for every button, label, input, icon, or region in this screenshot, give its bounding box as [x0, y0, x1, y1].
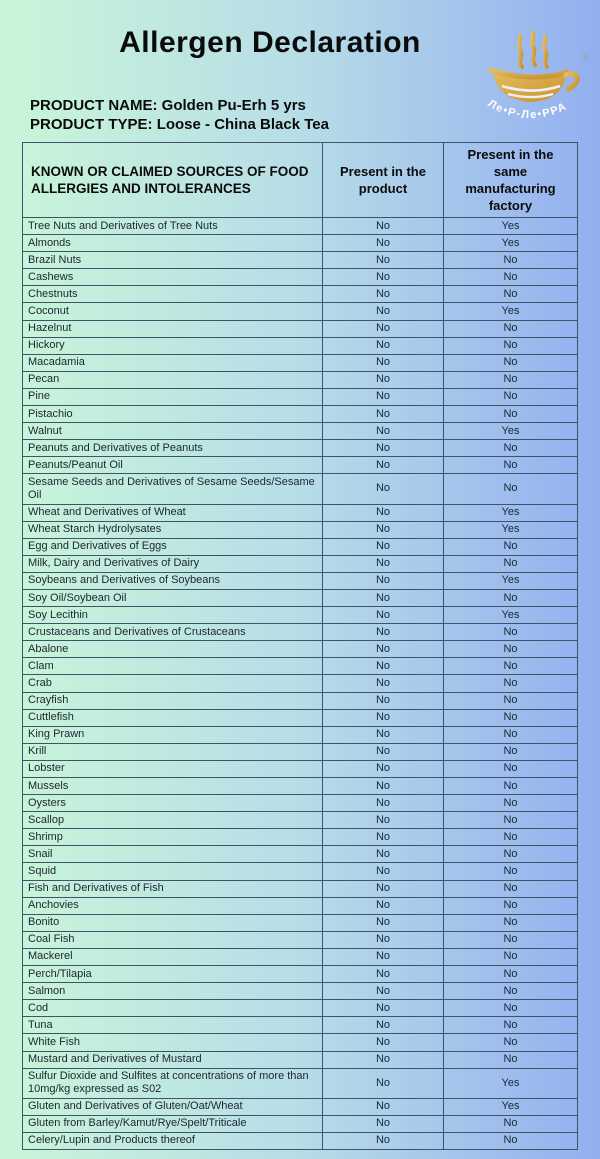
present-in-product-cell: No: [323, 538, 444, 555]
present-in-factory-cell: No: [444, 457, 578, 474]
present-in-product-cell: No: [323, 388, 444, 405]
present-in-factory-cell: No: [444, 354, 578, 371]
present-in-factory-cell: No: [444, 1000, 578, 1017]
present-in-factory-cell: No: [444, 641, 578, 658]
allergen-name-cell: Tree Nuts and Derivatives of Tree Nuts: [23, 218, 323, 235]
present-in-product-cell: No: [323, 966, 444, 983]
present-in-product-cell: No: [323, 423, 444, 440]
table-row: [23, 538, 578, 555]
present-in-factory-cell: Yes: [444, 607, 578, 624]
present-in-product-cell: No: [323, 337, 444, 354]
table-row: [23, 641, 578, 658]
table-row: [23, 252, 578, 269]
allergen-name-cell: Walnut: [23, 423, 323, 440]
table-row: [23, 1017, 578, 1034]
present-in-factory-cell: Yes: [444, 303, 578, 320]
present-in-factory-cell: No: [444, 966, 578, 983]
present-in-product-cell: No: [323, 914, 444, 931]
table-row: [23, 880, 578, 897]
present-in-factory-cell: Yes: [444, 1068, 578, 1098]
present-in-product-cell: No: [323, 371, 444, 388]
allergen-name-cell: Milk, Dairy and Derivatives of Dairy: [23, 555, 323, 572]
table-row: [23, 555, 578, 572]
product-name-value: Golden Pu-Erh 5 yrs: [161, 97, 306, 114]
product-name-label: PRODUCT NAME:: [30, 97, 158, 114]
present-in-factory-cell: No: [444, 658, 578, 675]
table-row: [23, 829, 578, 846]
table-row: [23, 914, 578, 931]
allergen-name-cell: Hazelnut: [23, 320, 323, 337]
allergen-name-cell: Celery/Lupin and Products thereof: [23, 1132, 323, 1149]
present-in-factory-cell: No: [444, 474, 578, 504]
allergen-name-cell: Gluten and Derivatives of Gluten/Oat/Wheat: [23, 1098, 323, 1115]
table-row: [23, 406, 578, 423]
present-in-factory-cell: Yes: [444, 235, 578, 252]
present-in-product-cell: No: [323, 709, 444, 726]
present-in-factory-cell: Yes: [444, 423, 578, 440]
registered-mark-icon: ®: [581, 52, 591, 64]
present-in-product-cell: No: [323, 624, 444, 641]
present-in-product-cell: No: [323, 235, 444, 252]
present-in-product-cell: No: [323, 692, 444, 709]
present-in-factory-cell: No: [444, 406, 578, 423]
present-in-factory-cell: No: [444, 320, 578, 337]
allergen-name-cell: Tuna: [23, 1017, 323, 1034]
allergen-name-cell: Shrimp: [23, 829, 323, 846]
present-in-product-cell: No: [323, 846, 444, 863]
allergen-name-cell: Mussels: [23, 778, 323, 795]
allergen-name-cell: Sesame Seeds and Derivatives of Sesame Seeds/Sesame Oil: [23, 474, 323, 504]
present-in-factory-cell: No: [444, 692, 578, 709]
allergen-name-cell: Salmon: [23, 983, 323, 1000]
tea-cup-logo-icon: [476, 31, 598, 131]
present-in-factory-cell: No: [444, 1017, 578, 1034]
table-row: [23, 1034, 578, 1051]
present-in-product-cell: No: [323, 1132, 444, 1149]
present-in-factory-cell: No: [444, 743, 578, 760]
allergen-name-cell: Pecan: [23, 371, 323, 388]
present-in-product-cell: No: [323, 863, 444, 880]
present-in-product-cell: No: [323, 1017, 444, 1034]
allergen-name-cell: Crab: [23, 675, 323, 692]
present-in-product-cell: No: [323, 641, 444, 658]
table-row: [23, 1051, 578, 1068]
allergen-name-cell: Gluten from Barley/Kamut/Rye/Spelt/Triticale: [23, 1115, 323, 1132]
table-row: [23, 457, 578, 474]
product-type-label: PRODUCT TYPE:: [30, 116, 153, 133]
present-in-factory-cell: Yes: [444, 504, 578, 521]
present-in-factory-cell: No: [444, 778, 578, 795]
present-in-product-cell: No: [323, 778, 444, 795]
allergen-name-cell: Snail: [23, 846, 323, 863]
table-row: [23, 948, 578, 965]
table-row: [23, 371, 578, 388]
allergen-name-cell: Peanuts/Peanut Oil: [23, 457, 323, 474]
table-row: [23, 1068, 578, 1098]
present-in-factory-cell: No: [444, 538, 578, 555]
present-in-product-cell: No: [323, 607, 444, 624]
page-title: Allergen Declaration: [119, 26, 421, 59]
table-row: [23, 709, 578, 726]
present-in-product-cell: No: [323, 880, 444, 897]
brand-logo: [476, 31, 598, 131]
present-in-factory-cell: No: [444, 897, 578, 914]
table-row: [23, 658, 578, 675]
allergen-name-cell: Cuttlefish: [23, 709, 323, 726]
header-allergen-sources: KNOWN OR CLAIMED SOURCES OF FOOD ALLERGIES AND INTOLERANCES: [23, 143, 323, 218]
table-row: [23, 269, 578, 286]
present-in-factory-cell: No: [444, 760, 578, 777]
present-in-factory-cell: No: [444, 1051, 578, 1068]
allergen-table: [22, 142, 578, 1150]
allergen-name-cell: Perch/Tilapia: [23, 966, 323, 983]
header-present-in-product: Present in the product: [323, 143, 444, 218]
present-in-factory-cell: No: [444, 589, 578, 606]
present-in-factory-cell: No: [444, 829, 578, 846]
present-in-product-cell: No: [323, 829, 444, 846]
allergen-name-cell: Hickory: [23, 337, 323, 354]
present-in-product-cell: No: [323, 658, 444, 675]
brand-text: Ле•Р-Ле•РРА: [485, 97, 570, 122]
table-row: [23, 423, 578, 440]
present-in-factory-cell: No: [444, 286, 578, 303]
present-in-product-cell: No: [323, 931, 444, 948]
present-in-product-cell: No: [323, 252, 444, 269]
allergen-name-cell: Soy Lecithin: [23, 607, 323, 624]
allergen-name-cell: Lobster: [23, 760, 323, 777]
table-row: [23, 931, 578, 948]
present-in-factory-cell: No: [444, 846, 578, 863]
present-in-factory-cell: No: [444, 709, 578, 726]
table-row: [23, 863, 578, 880]
present-in-product-cell: No: [323, 572, 444, 589]
present-in-product-cell: No: [323, 269, 444, 286]
table-row: [23, 337, 578, 354]
present-in-factory-cell: No: [444, 983, 578, 1000]
table-row: [23, 1132, 578, 1149]
present-in-product-cell: No: [323, 743, 444, 760]
table-row: [23, 440, 578, 457]
present-in-factory-cell: No: [444, 880, 578, 897]
table-row: [23, 218, 578, 235]
allergen-name-cell: Almonds: [23, 235, 323, 252]
present-in-factory-cell: No: [444, 812, 578, 829]
allergen-name-cell: Soybeans and Derivatives of Soybeans: [23, 572, 323, 589]
table-row: [23, 589, 578, 606]
header-present-in-factory: Present in the same manufacturing factory: [444, 143, 578, 218]
table-row: [23, 235, 578, 252]
table-header-row: [23, 143, 578, 218]
present-in-product-cell: No: [323, 354, 444, 371]
allergen-name-cell: Crayfish: [23, 692, 323, 709]
table-row: [23, 504, 578, 521]
present-in-factory-cell: Yes: [444, 572, 578, 589]
allergen-name-cell: Cod: [23, 1000, 323, 1017]
allergen-name-cell: Mustard and Derivatives of Mustard: [23, 1051, 323, 1068]
table-row: [23, 897, 578, 914]
present-in-factory-cell: No: [444, 931, 578, 948]
present-in-factory-cell: No: [444, 555, 578, 572]
table-row: [23, 474, 578, 504]
table-row: [23, 286, 578, 303]
present-in-product-cell: No: [323, 897, 444, 914]
present-in-product-cell: No: [323, 675, 444, 692]
present-in-product-cell: No: [323, 521, 444, 538]
table-row: [23, 778, 578, 795]
present-in-product-cell: No: [323, 320, 444, 337]
cup-icon: [491, 70, 577, 102]
present-in-product-cell: No: [323, 948, 444, 965]
present-in-product-cell: No: [323, 218, 444, 235]
table-row: [23, 795, 578, 812]
allergen-name-cell: Egg and Derivatives of Eggs: [23, 538, 323, 555]
present-in-factory-cell: No: [444, 252, 578, 269]
allergen-name-cell: Macadamia: [23, 354, 323, 371]
allergen-name-cell: Cashews: [23, 269, 323, 286]
allergen-name-cell: Peanuts and Derivatives of Peanuts: [23, 440, 323, 457]
table-row: [23, 675, 578, 692]
present-in-product-cell: No: [323, 1034, 444, 1051]
present-in-product-cell: No: [323, 983, 444, 1000]
allergen-name-cell: Pistachio: [23, 406, 323, 423]
table-row: [23, 388, 578, 405]
allergen-name-cell: Scallop: [23, 812, 323, 829]
present-in-product-cell: No: [323, 812, 444, 829]
table-row: [23, 521, 578, 538]
table-row: [23, 966, 578, 983]
product-type-value: Loose - China Black Tea: [156, 116, 329, 133]
table-row: [23, 354, 578, 371]
present-in-product-cell: No: [323, 303, 444, 320]
allergen-name-cell: Soy Oil/Soybean Oil: [23, 589, 323, 606]
allergen-name-cell: Bonito: [23, 914, 323, 931]
present-in-factory-cell: Yes: [444, 218, 578, 235]
table-row: [23, 743, 578, 760]
allergen-name-cell: Anchovies: [23, 897, 323, 914]
present-in-factory-cell: No: [444, 675, 578, 692]
present-in-factory-cell: No: [444, 948, 578, 965]
table-row: [23, 624, 578, 641]
present-in-factory-cell: Yes: [444, 521, 578, 538]
allergen-name-cell: Fish and Derivatives of Fish: [23, 880, 323, 897]
present-in-product-cell: No: [323, 1068, 444, 1098]
allergen-name-cell: Pine: [23, 388, 323, 405]
table-row: [23, 760, 578, 777]
allergen-name-cell: Abalone: [23, 641, 323, 658]
present-in-factory-cell: No: [444, 388, 578, 405]
allergen-name-cell: Squid: [23, 863, 323, 880]
present-in-factory-cell: Yes: [444, 1098, 578, 1115]
table-row: [23, 572, 578, 589]
present-in-factory-cell: No: [444, 863, 578, 880]
allergen-name-cell: Coal Fish: [23, 931, 323, 948]
present-in-product-cell: No: [323, 555, 444, 572]
table-row: [23, 1115, 578, 1132]
present-in-factory-cell: No: [444, 1034, 578, 1051]
allergen-name-cell: King Prawn: [23, 726, 323, 743]
table-row: [23, 607, 578, 624]
present-in-factory-cell: No: [444, 1115, 578, 1132]
table-row: [23, 320, 578, 337]
table-row: [23, 726, 578, 743]
present-in-factory-cell: No: [444, 269, 578, 286]
allergen-name-cell: Mackerel: [23, 948, 323, 965]
allergen-name-cell: Oysters: [23, 795, 323, 812]
allergen-table-body: [23, 218, 578, 1150]
present-in-product-cell: No: [323, 1051, 444, 1068]
allergen-name-cell: Brazil Nuts: [23, 252, 323, 269]
present-in-product-cell: No: [323, 760, 444, 777]
present-in-product-cell: No: [323, 1098, 444, 1115]
allergen-name-cell: Clam: [23, 658, 323, 675]
present-in-factory-cell: No: [444, 795, 578, 812]
present-in-factory-cell: No: [444, 914, 578, 931]
table-row: [23, 303, 578, 320]
table-row: [23, 1098, 578, 1115]
present-in-factory-cell: No: [444, 337, 578, 354]
table-row: [23, 983, 578, 1000]
allergen-name-cell: Chestnuts: [23, 286, 323, 303]
present-in-product-cell: No: [323, 440, 444, 457]
present-in-factory-cell: No: [444, 624, 578, 641]
allergen-name-cell: White Fish: [23, 1034, 323, 1051]
table-row: [23, 692, 578, 709]
table-row: [23, 812, 578, 829]
present-in-product-cell: No: [323, 589, 444, 606]
table-row: [23, 846, 578, 863]
allergen-name-cell: Krill: [23, 743, 323, 760]
present-in-factory-cell: No: [444, 371, 578, 388]
present-in-factory-cell: No: [444, 440, 578, 457]
allergen-name-cell: Coconut: [23, 303, 323, 320]
present-in-factory-cell: No: [444, 726, 578, 743]
allergen-name-cell: Wheat Starch Hydrolysates: [23, 521, 323, 538]
present-in-product-cell: No: [323, 1000, 444, 1017]
present-in-product-cell: No: [323, 504, 444, 521]
allergen-name-cell: Crustaceans and Derivatives of Crustaceans: [23, 624, 323, 641]
allergen-name-cell: Wheat and Derivatives of Wheat: [23, 504, 323, 521]
present-in-product-cell: No: [323, 795, 444, 812]
present-in-product-cell: No: [323, 406, 444, 423]
table-row: [23, 1000, 578, 1017]
present-in-factory-cell: No: [444, 1132, 578, 1149]
present-in-product-cell: No: [323, 726, 444, 743]
present-in-product-cell: No: [323, 1115, 444, 1132]
allergen-name-cell: Sulfur Dioxide and Sulfites at concentrations of more than 10mg/kg expressed as S02: [23, 1068, 323, 1098]
steam-icon: [519, 32, 547, 67]
present-in-product-cell: No: [323, 286, 444, 303]
present-in-product-cell: No: [323, 457, 444, 474]
present-in-product-cell: No: [323, 474, 444, 504]
